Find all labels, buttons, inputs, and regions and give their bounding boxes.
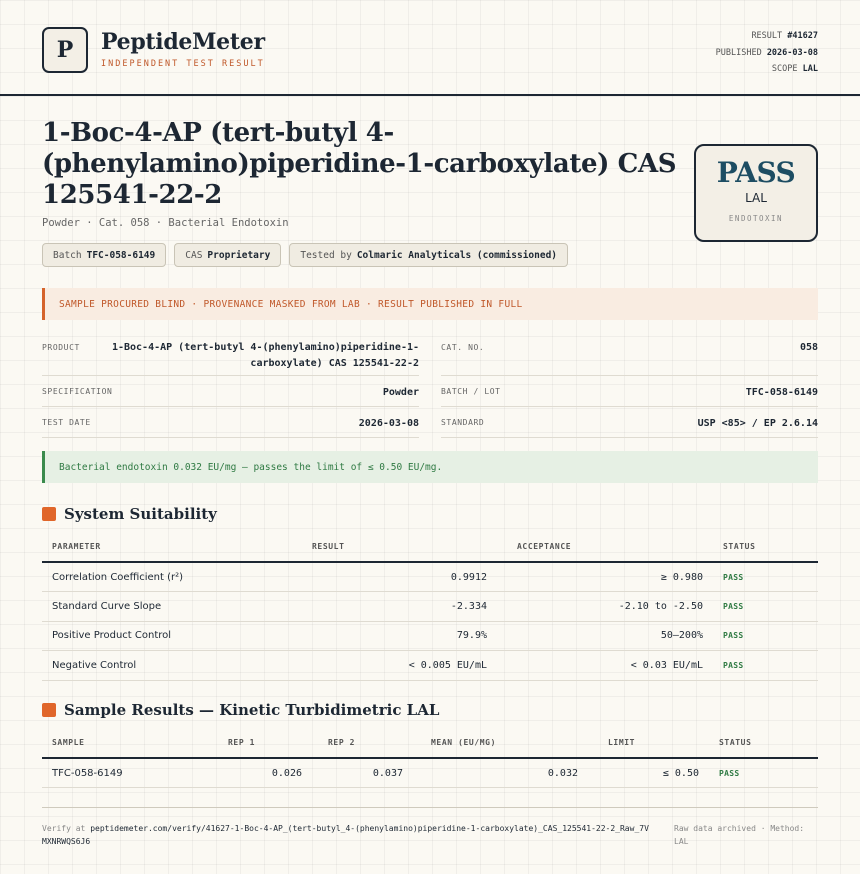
chip-tested-by bbox=[289, 243, 568, 267]
limit-cell: ≤ 0.50 bbox=[588, 758, 709, 788]
table-header-row bbox=[42, 728, 818, 758]
sample-cell: TFC-058-6149 bbox=[42, 758, 212, 788]
table-header-row bbox=[42, 532, 818, 562]
scope-value: LAL bbox=[802, 64, 818, 74]
table-row bbox=[42, 621, 818, 651]
chip-cas bbox=[174, 243, 281, 267]
rep1-cell: 0.026 bbox=[212, 758, 312, 788]
spec-value: TFC-058-6149 bbox=[745, 387, 818, 398]
verdict-method: LAL bbox=[745, 191, 767, 205]
spec-cat-no bbox=[441, 340, 818, 376]
spec-product bbox=[42, 340, 419, 376]
spec-label: TEST DATE bbox=[42, 418, 91, 427]
column-header: LIMIT bbox=[588, 728, 709, 758]
blind-sample-banner: SAMPLE PROCURED BLIND · PROVENANCE MASKED FROM LAB · RESULT PUBLISHED IN FULL bbox=[42, 288, 818, 320]
section-system-suitability bbox=[42, 505, 217, 523]
spec-label: PRODUCT bbox=[42, 343, 80, 352]
result-cell: 79.9% bbox=[282, 621, 497, 651]
column-header: REP 2 bbox=[312, 728, 413, 758]
parameter-cell: Correlation Coefficient (r²) bbox=[42, 562, 282, 592]
column-header: MEAN (EU/MG) bbox=[413, 728, 588, 758]
spec-label: CAT. NO. bbox=[441, 343, 485, 352]
section-title: System Suitability bbox=[64, 505, 217, 523]
table-row bbox=[42, 758, 818, 788]
parameter-cell: Negative Control bbox=[42, 651, 282, 681]
spec-label: SPECIFICATION bbox=[42, 387, 113, 396]
chip-label: CAS bbox=[185, 249, 203, 261]
report-header bbox=[0, 0, 860, 96]
status-badge: PASS bbox=[713, 621, 818, 651]
rep2-cell: 0.037 bbox=[312, 758, 413, 788]
acceptance-cell: ≥ 0.980 bbox=[497, 562, 713, 592]
spec-batch-lot bbox=[441, 376, 818, 407]
section-title: Sample Results — Kinetic Turbidimetric LAL bbox=[64, 701, 440, 719]
column-header: STATUS bbox=[709, 728, 818, 758]
column-header: REP 1 bbox=[212, 728, 312, 758]
verdict-text: PASS bbox=[716, 156, 796, 189]
acceptance-cell: 50–200% bbox=[497, 621, 713, 651]
spec-standard bbox=[441, 407, 818, 438]
verdict-stamp bbox=[694, 144, 818, 242]
verify-link[interactable]: peptidemeter.com/verify/41627-1-Boc-4-AP_(tert-butyl_4-(phenylamino)piperidine-1-carboxylate)_CAS_125541-22-2_Raw_7VMXNRWQS6J6 bbox=[42, 824, 649, 846]
status-badge: PASS bbox=[713, 651, 818, 681]
column-header: STATUS bbox=[713, 532, 818, 562]
chip-batch bbox=[42, 243, 166, 267]
status-badge: PASS bbox=[713, 592, 818, 622]
archive-note: Raw data archived · Method: LAL bbox=[674, 824, 805, 846]
spec-value: Powder bbox=[382, 387, 419, 398]
column-header: SAMPLE bbox=[42, 728, 212, 758]
acceptance-cell: -2.10 to -2.50 bbox=[497, 592, 713, 622]
section-marker-icon bbox=[42, 507, 56, 521]
result-cell: 0.9912 bbox=[282, 562, 497, 592]
parameter-cell: Positive Product Control bbox=[42, 621, 282, 651]
column-header: ACCEPTANCE bbox=[497, 532, 713, 562]
brand-name: PeptideMeter bbox=[101, 29, 265, 55]
spec-specification bbox=[42, 376, 419, 407]
result-cell: < 0.005 EU/mL bbox=[282, 651, 497, 681]
published-date: 2026-03-08 bbox=[766, 47, 818, 58]
mean-cell: 0.032 bbox=[413, 758, 588, 788]
column-header: PARAMETER bbox=[42, 532, 282, 562]
system-suitability-table bbox=[42, 532, 818, 681]
verify-prefix: Verify at bbox=[42, 824, 86, 833]
chip-value: Proprietary bbox=[207, 249, 271, 261]
verdict-category: ENDOTOXIN bbox=[728, 214, 784, 223]
verify-line bbox=[42, 822, 652, 848]
scope-label: SCOPE bbox=[771, 64, 798, 74]
result-label: RESULT bbox=[751, 31, 783, 41]
product-subtitle: Powder · Cat. 058 · Bacterial Endotoxin bbox=[42, 217, 289, 229]
column-header: RESULT bbox=[282, 532, 497, 562]
result-id: #41627 bbox=[787, 31, 818, 41]
chip-value: TFC-058-6149 bbox=[86, 249, 156, 261]
spec-value: 058 bbox=[799, 342, 818, 353]
table-row bbox=[42, 562, 818, 592]
section-marker-icon bbox=[42, 703, 56, 717]
parameter-cell: Standard Curve Slope bbox=[42, 592, 282, 622]
result-summary-banner: Bacterial endotoxin 0.032 EU/mg — passes the limit of ≤ 0.50 EU/mg. bbox=[42, 451, 818, 483]
sample-results-table bbox=[42, 728, 818, 788]
product-title: 1-Boc-4-AP (tert-butyl 4-(phenylamino)piperidine-1-carboxylate) CAS 125541-22-2 bbox=[42, 118, 677, 210]
result-cell: -2.334 bbox=[282, 592, 497, 622]
spec-value: 1-Boc-4-AP (tert-butyl 4-(phenylamino)piperidine-1-carboxylate) CAS 125541-22-2 bbox=[111, 342, 419, 369]
spec-test-date bbox=[42, 407, 419, 438]
brand-tagline: INDEPENDENT TEST RESULT bbox=[101, 59, 265, 69]
spec-label: BATCH / LOT bbox=[441, 387, 501, 396]
info-chips bbox=[42, 243, 568, 267]
chip-label: Tested by bbox=[300, 249, 352, 261]
spec-value: USP <85> / EP 2.6.14 bbox=[697, 418, 818, 429]
report-footer bbox=[42, 807, 818, 846]
table-row bbox=[42, 592, 818, 622]
spec-value: 2026-03-08 bbox=[358, 418, 419, 429]
chip-value: Colmaric Analyticals (commissioned) bbox=[356, 249, 558, 261]
report-meta bbox=[716, 28, 818, 78]
status-badge: PASS bbox=[709, 758, 818, 788]
acceptance-cell: < 0.03 EU/mL bbox=[497, 651, 713, 681]
published-label: PUBLISHED bbox=[715, 47, 762, 58]
spec-label: STANDARD bbox=[441, 418, 485, 427]
table-row bbox=[42, 651, 818, 681]
status-badge: PASS bbox=[713, 562, 818, 592]
chip-label: Batch bbox=[53, 249, 82, 261]
brand-logo: P bbox=[42, 27, 88, 73]
section-sample-results bbox=[42, 701, 439, 719]
